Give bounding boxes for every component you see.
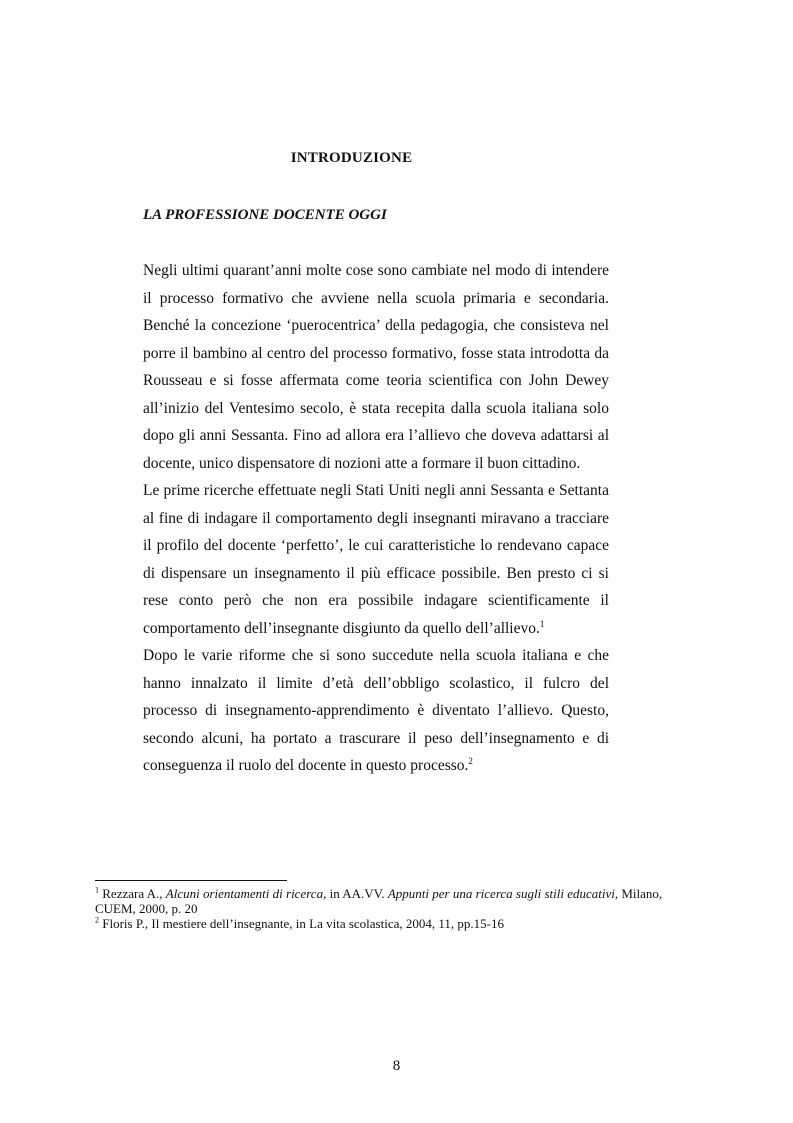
footnote-ref-2[interactable]: 2 [468,755,473,766]
footnotes [95,886,687,931]
main-text [143,257,609,780]
footnote-2 [95,916,687,931]
footnote-2-text: Floris P., Il mestiere dell’insegnante, in La vita scolastica, 2004, 11, pp.15-16 [102,916,504,931]
paragraph-1: Negli ultimi quarant’anni molte cose sono cambiate nel modo di intendere il processo formativo che avviene nella scuola primaria e secondaria. Benché la concezione ‘puerocentrica’ della pedagogia, che consisteva nel porre il bambino al centro del processo formativo, fosse stata introdotta da Rousseau e si fosse affermata come teoria scientifica con John Dewey all’inizio del Ventesimo secolo, è stata recepita dalla scuola italiana solo dopo gli anni Sessanta. Fino ad allora era l’allievo che doveva adattarsi al docente, unico dispensatore di nozioni atte a formare il buon cittadino. [143,262,609,472]
footnote-separator [95,880,287,881]
footnote-1-tail: , Milano, CUEM, 2000, p. 20 [95,886,663,916]
footnote-ref-1[interactable]: 1 [539,618,545,629]
section-title: LA PROFESSIONE DOCENTE OGGI [143,207,387,223]
footnote-2-number: 2 [95,915,99,925]
paragraph-3-text: Dopo le varie riforme che si sono succedute nella scuola italiana e che hanno innalzato il limite d’età dell’obbligo scolastico, il fulcro del processo di insegnamento-apprendimento è diventato l’allievo. Questo, secondo alcuni, ha portato a trascurare il peso dell’insegnamento e di conseguenza il ruolo del docente in questo processo. [143,647,609,774]
footnote-1-book-title: Appunti per una ricerca sugli stili educativi [387,886,615,901]
footnote-1-number: 1 [95,885,99,895]
chapter-heading: INTRODUZIONE [290,150,413,166]
footnote-1-title: Alcuni orientamenti di ricerca [165,886,324,901]
paragraph-2-text: Le prime ricerche effettuate negli Stati Uniti negli anni Sessanta e Settanta al fine di indagare il comportamento degli insegnanti miravano a tracciare il profilo del docente ‘perfetto’, le cui caratteristiche lo rendevano capace di dispensare un insegnamento il più efficace possibile. Ben presto ci si rese conto però che non era possibile indagare scientificamente il comportamento dell’insegnante disgiunto da quello dell’allievo. [143,482,609,637]
footnote-1-mid: , in AA.VV. [323,886,388,901]
paragraph-2 [143,477,609,642]
footnote-1-lead: Rezzara A., [102,886,166,901]
paragraph-3 [143,642,609,780]
page-number: 8 [392,1058,401,1074]
footnote-1 [95,886,687,916]
